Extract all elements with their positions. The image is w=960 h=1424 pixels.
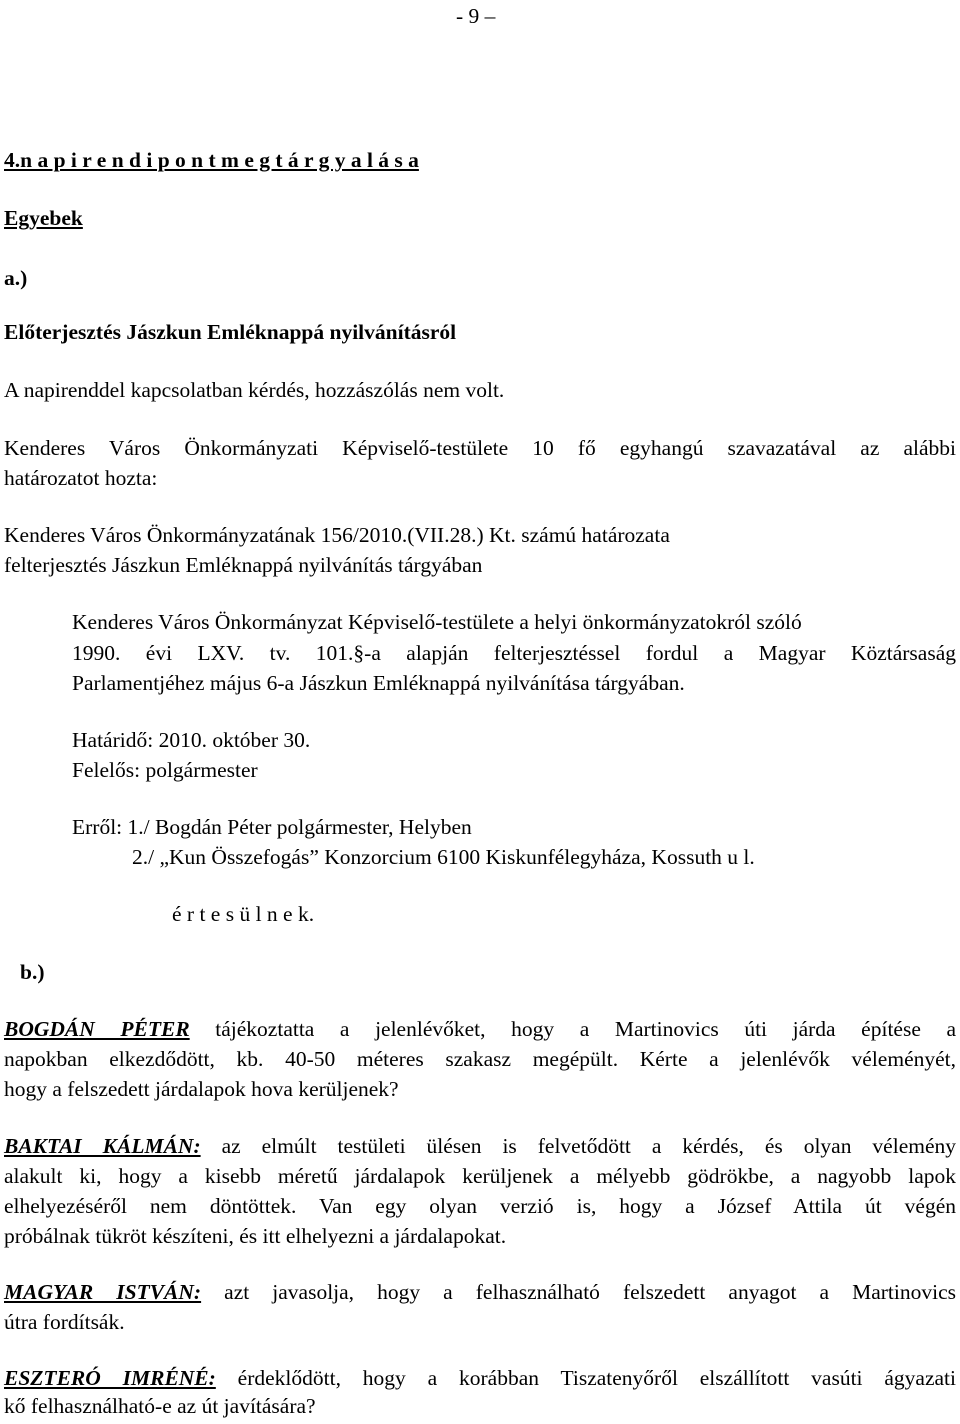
deadline: Határidő: 2010. október 30. xyxy=(72,728,311,752)
speaker-2-line-1: BAKTAI KÁLMÁN: az elmúlt testületi ülésen is felvetődött a kérdés, és olyan vélemény xyxy=(4,1134,956,1158)
vote-text-line-2: határozatot hozta: xyxy=(4,466,158,490)
speaker-3-line-1: MAGYAR ISTVÁN: azt javasolja, hogy a felhasználható felszedett anyagot a Martinovics xyxy=(4,1280,957,1304)
no-questions-text: A napirenddel kapcsolatban kérdés, hozzászólás nem volt. xyxy=(4,378,505,402)
vote-text-line-1: Kenderes Város Önkormányzati Képviselő-testülete 10 fő egyhangú szavazatával az alábbi xyxy=(4,436,956,460)
speaker-3-name: MAGYAR ISTVÁN: xyxy=(4,1280,202,1304)
speaker-2-line-2: alakult ki, hogy a kisebb méretű járdalapok kerüljenek a mélyebb gödrökbe, a nagyobb lapok xyxy=(4,1164,956,1188)
responsible: Felelős: polgármester xyxy=(72,758,258,782)
page-number: - 9 – xyxy=(456,4,496,28)
resolution-body-line-1: Kenderes Város Önkormányzat Képviselő-testülete a helyi önkormányzatokról szóló xyxy=(72,610,802,634)
agenda-item-title: 4.n a p i r e n d i p o n t m e g t á r g y a l á s a xyxy=(4,148,419,172)
speaker-3-line-2: útra fordítsák. xyxy=(4,1310,125,1334)
speaker-4-line-1: ESZTERÓ IMRÉNÉ: érdeklődött, hogy a korábban Tiszatenyőről elszállított vasúti ágyazati xyxy=(4,1366,956,1390)
resolution-title-line-2: felterjesztés Jászkun Emléknappá nyilvánítás tárgyában xyxy=(4,553,483,577)
resolution-body-line-3: Parlamentjéhez május 6-a Jászkun Emléknappá nyilvánítása tárgyában. xyxy=(72,671,685,695)
speaker-2-line-4: próbálnak tükröt készíteni, és itt elhelyezni a járdalapokat. xyxy=(4,1224,507,1248)
speaker-1-line-1: BOGDÁN PÉTER tájékoztatta a jelenlévőket, hogy a Martinovics úti járda építése a xyxy=(4,1017,956,1041)
speaker-4-line-2: kő felhasználható-e az út javítására? xyxy=(4,1394,316,1418)
notified-text: é r t e s ü l n e k. xyxy=(172,902,315,926)
recipients-intro: Erről: 1./ Bogdán Péter polgármester, Helyben xyxy=(72,815,472,839)
speaker-4-name: ESZTERÓ IMRÉNÉ: xyxy=(4,1366,216,1390)
speaker-2-name: BAKTAI KÁLMÁN: xyxy=(4,1134,201,1158)
resolution-body-line-2: 1990. évi LXV. tv. 101.§-a alapján felterjesztéssel fordul a Magyar Köztársaság xyxy=(72,641,956,665)
part-a-title: Előterjesztés Jászkun Emléknappá nyilvánításról xyxy=(4,320,457,344)
speaker-1-name: BOGDÁN PÉTER xyxy=(4,1017,190,1041)
resolution-title-line-1: Kenderes Város Önkormányzatának 156/2010.(VII.28.) Kt. számú határozata xyxy=(4,523,670,547)
speaker-1-line-3: hogy a felszedett járdalapok hova kerüljenek? xyxy=(4,1077,399,1101)
speaker-2-line-3: elhelyezéséről nem döntöttek. Van egy olyan verzió is, hogy a József Attila út végén xyxy=(4,1194,956,1218)
part-a-label: a.) xyxy=(4,266,28,290)
speaker-1-line-2: napokban elkezdődött, kb. 40-50 méteres szakasz megépült. Kérte a jelenlévők véleményét, xyxy=(4,1047,956,1071)
section-title: Egyebek xyxy=(4,206,83,230)
recipient-2: 2./ „Kun Összefogás” Konzorcium 6100 Kiskunfélegyháza, Kossuth u l. xyxy=(132,845,755,869)
part-b-label: b.) xyxy=(20,960,45,984)
